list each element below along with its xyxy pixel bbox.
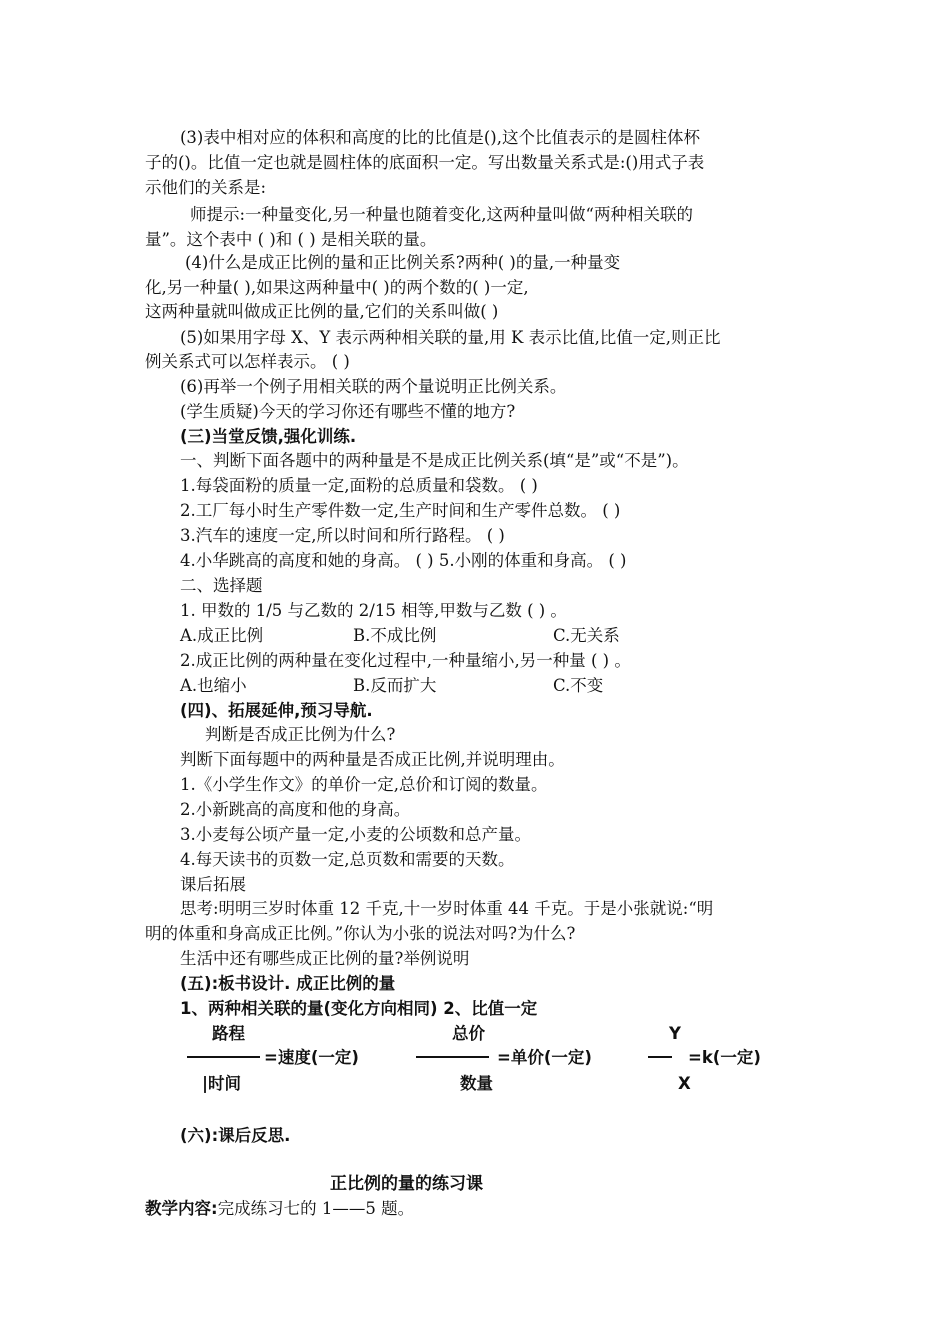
- lesson-title: 正比例的量的练习课: [330, 1174, 483, 1194]
- formula-denominator: |时间: [202, 1074, 242, 1093]
- text-line: 4.小华跳高的高度和她的身高。 ( ) 5.小刚的体重和身高。 ( ): [180, 551, 627, 570]
- text-line: (学生质疑)今天的学习你还有哪些不懂的地方?: [180, 402, 516, 421]
- text-line: 4.每天读书的页数一定,总页数和需要的天数。: [180, 850, 515, 869]
- text-line: 判断下面每题中的两种量是否成正比例,并说明理由。: [180, 750, 565, 769]
- text-line: 3.小麦每公顷产量一定,小麦的公顷数和总产量。: [180, 825, 531, 844]
- option-b: B.反而扩大: [353, 676, 437, 695]
- fraction-bar: [648, 1056, 672, 1058]
- text-line: (6)再举一个例子用相关联的两个量说明正比例关系。: [180, 377, 567, 396]
- text-line: 2.工厂每小时生产零件数一定,生产时间和生产零件总数。 ( ): [180, 501, 621, 520]
- formula-numerator: 路程: [212, 1024, 245, 1043]
- section-heading: 1、两种相关联的量(变化方向相同) 2、比值一定: [180, 999, 538, 1018]
- text-line: 课后拓展: [180, 875, 246, 894]
- text-line: 这两种量就叫做成正比例的量,它们的关系叫做( ): [145, 302, 499, 321]
- fraction-bar: [187, 1056, 260, 1058]
- option-a: A.成正比例: [180, 626, 264, 645]
- section-heading: (四)、拓展延伸,预习导航.: [180, 701, 373, 720]
- text-line: 3.汽车的速度一定,所以时间和所行路程。 ( ): [180, 526, 505, 545]
- text-line: 2.小新跳高的高度和他的身高。: [180, 800, 411, 819]
- section-heading: (六):课后反思.: [180, 1126, 291, 1145]
- text-line: 二、选择题: [180, 576, 263, 595]
- content-label: 教学内容:: [145, 1199, 218, 1218]
- text-line: 师提示:一种量变化,另一种量也随着变化,这两种量叫做“两种相关联的: [190, 205, 693, 224]
- text-line: 思考:明明三岁时体重 12 千克,十一岁时体重 44 千克。于是小张就说:“明: [180, 899, 714, 918]
- text-line: (3)表中相对应的体积和高度的比的比值是(),这个比值表示的是圆柱体杯: [180, 128, 700, 147]
- text-line: 1. 甲数的 1/5 与乙数的 2/15 相等,甲数与乙数 ( ) 。: [180, 601, 567, 620]
- text-line: (4)什么是成正比例的量和正比例关系?两种( )的量,一种量变: [185, 253, 621, 272]
- text-line: 2.成正比例的两种量在变化过程中,一种量缩小,另一种量 ( ) 。: [180, 651, 631, 670]
- text-line: 化,另一种量( ),如果这两种量中( )的两个数的( )一定,: [145, 278, 529, 297]
- formula-result: =速度(一定): [264, 1048, 359, 1067]
- content-text: 完成练习七的 1——5 题。: [217, 1199, 415, 1218]
- text-line: 示他们的关系是:: [145, 178, 267, 197]
- section-heading: (五):板书设计. 成正比例的量: [180, 974, 396, 993]
- option-a: A.也缩小: [180, 676, 247, 695]
- formula-numerator: Y: [669, 1024, 681, 1043]
- option-b: B.不成比例: [353, 626, 437, 645]
- text-line: 一、判断下面各题中的两种量是不是成正比例关系(填“是”或“不是”)。: [180, 451, 689, 470]
- text-line: (5)如果用字母 X、Y 表示两种相关联的量,用 K 表示比值,比值一定,则正比: [180, 328, 721, 347]
- section-heading: (三)当堂反馈,强化训练.: [180, 427, 357, 446]
- formula-result: =单价(一定): [497, 1048, 592, 1067]
- formula-denominator: 数量: [460, 1074, 493, 1093]
- text-line: 判断是否成正比例为什么?: [205, 725, 396, 744]
- option-c: C.不变: [553, 676, 604, 695]
- text-line: 例关系式可以怎样表示。 ( ): [145, 352, 350, 371]
- text-line: 明的体重和身高成正比例。”你认为小张的说法对吗?为什么?: [145, 924, 576, 943]
- formula-numerator: 总价: [452, 1024, 485, 1043]
- text-line: [145, 1197, 815, 1221]
- fraction-bar: [416, 1056, 489, 1058]
- text-line: 子的()。比值一定也就是圆柱体的底面积一定。写出数量关系式是:()用式子表: [145, 153, 705, 172]
- text-line: 量”。这个表中 ( )和 ( ) 是相关联的量。: [145, 230, 437, 249]
- formula-denominator: X: [678, 1074, 691, 1093]
- text-line: 生活中还有哪些成正比例的量?举例说明: [180, 949, 470, 968]
- text-line: 1.每袋面粉的质量一定,面粉的总质量和袋数。 ( ): [180, 476, 538, 495]
- formula-result: =k(一定): [688, 1048, 761, 1067]
- text-line: 1.《小学生作文》的单价一定,总价和订阅的数量。: [180, 775, 548, 794]
- option-c: C.无关系: [553, 626, 620, 645]
